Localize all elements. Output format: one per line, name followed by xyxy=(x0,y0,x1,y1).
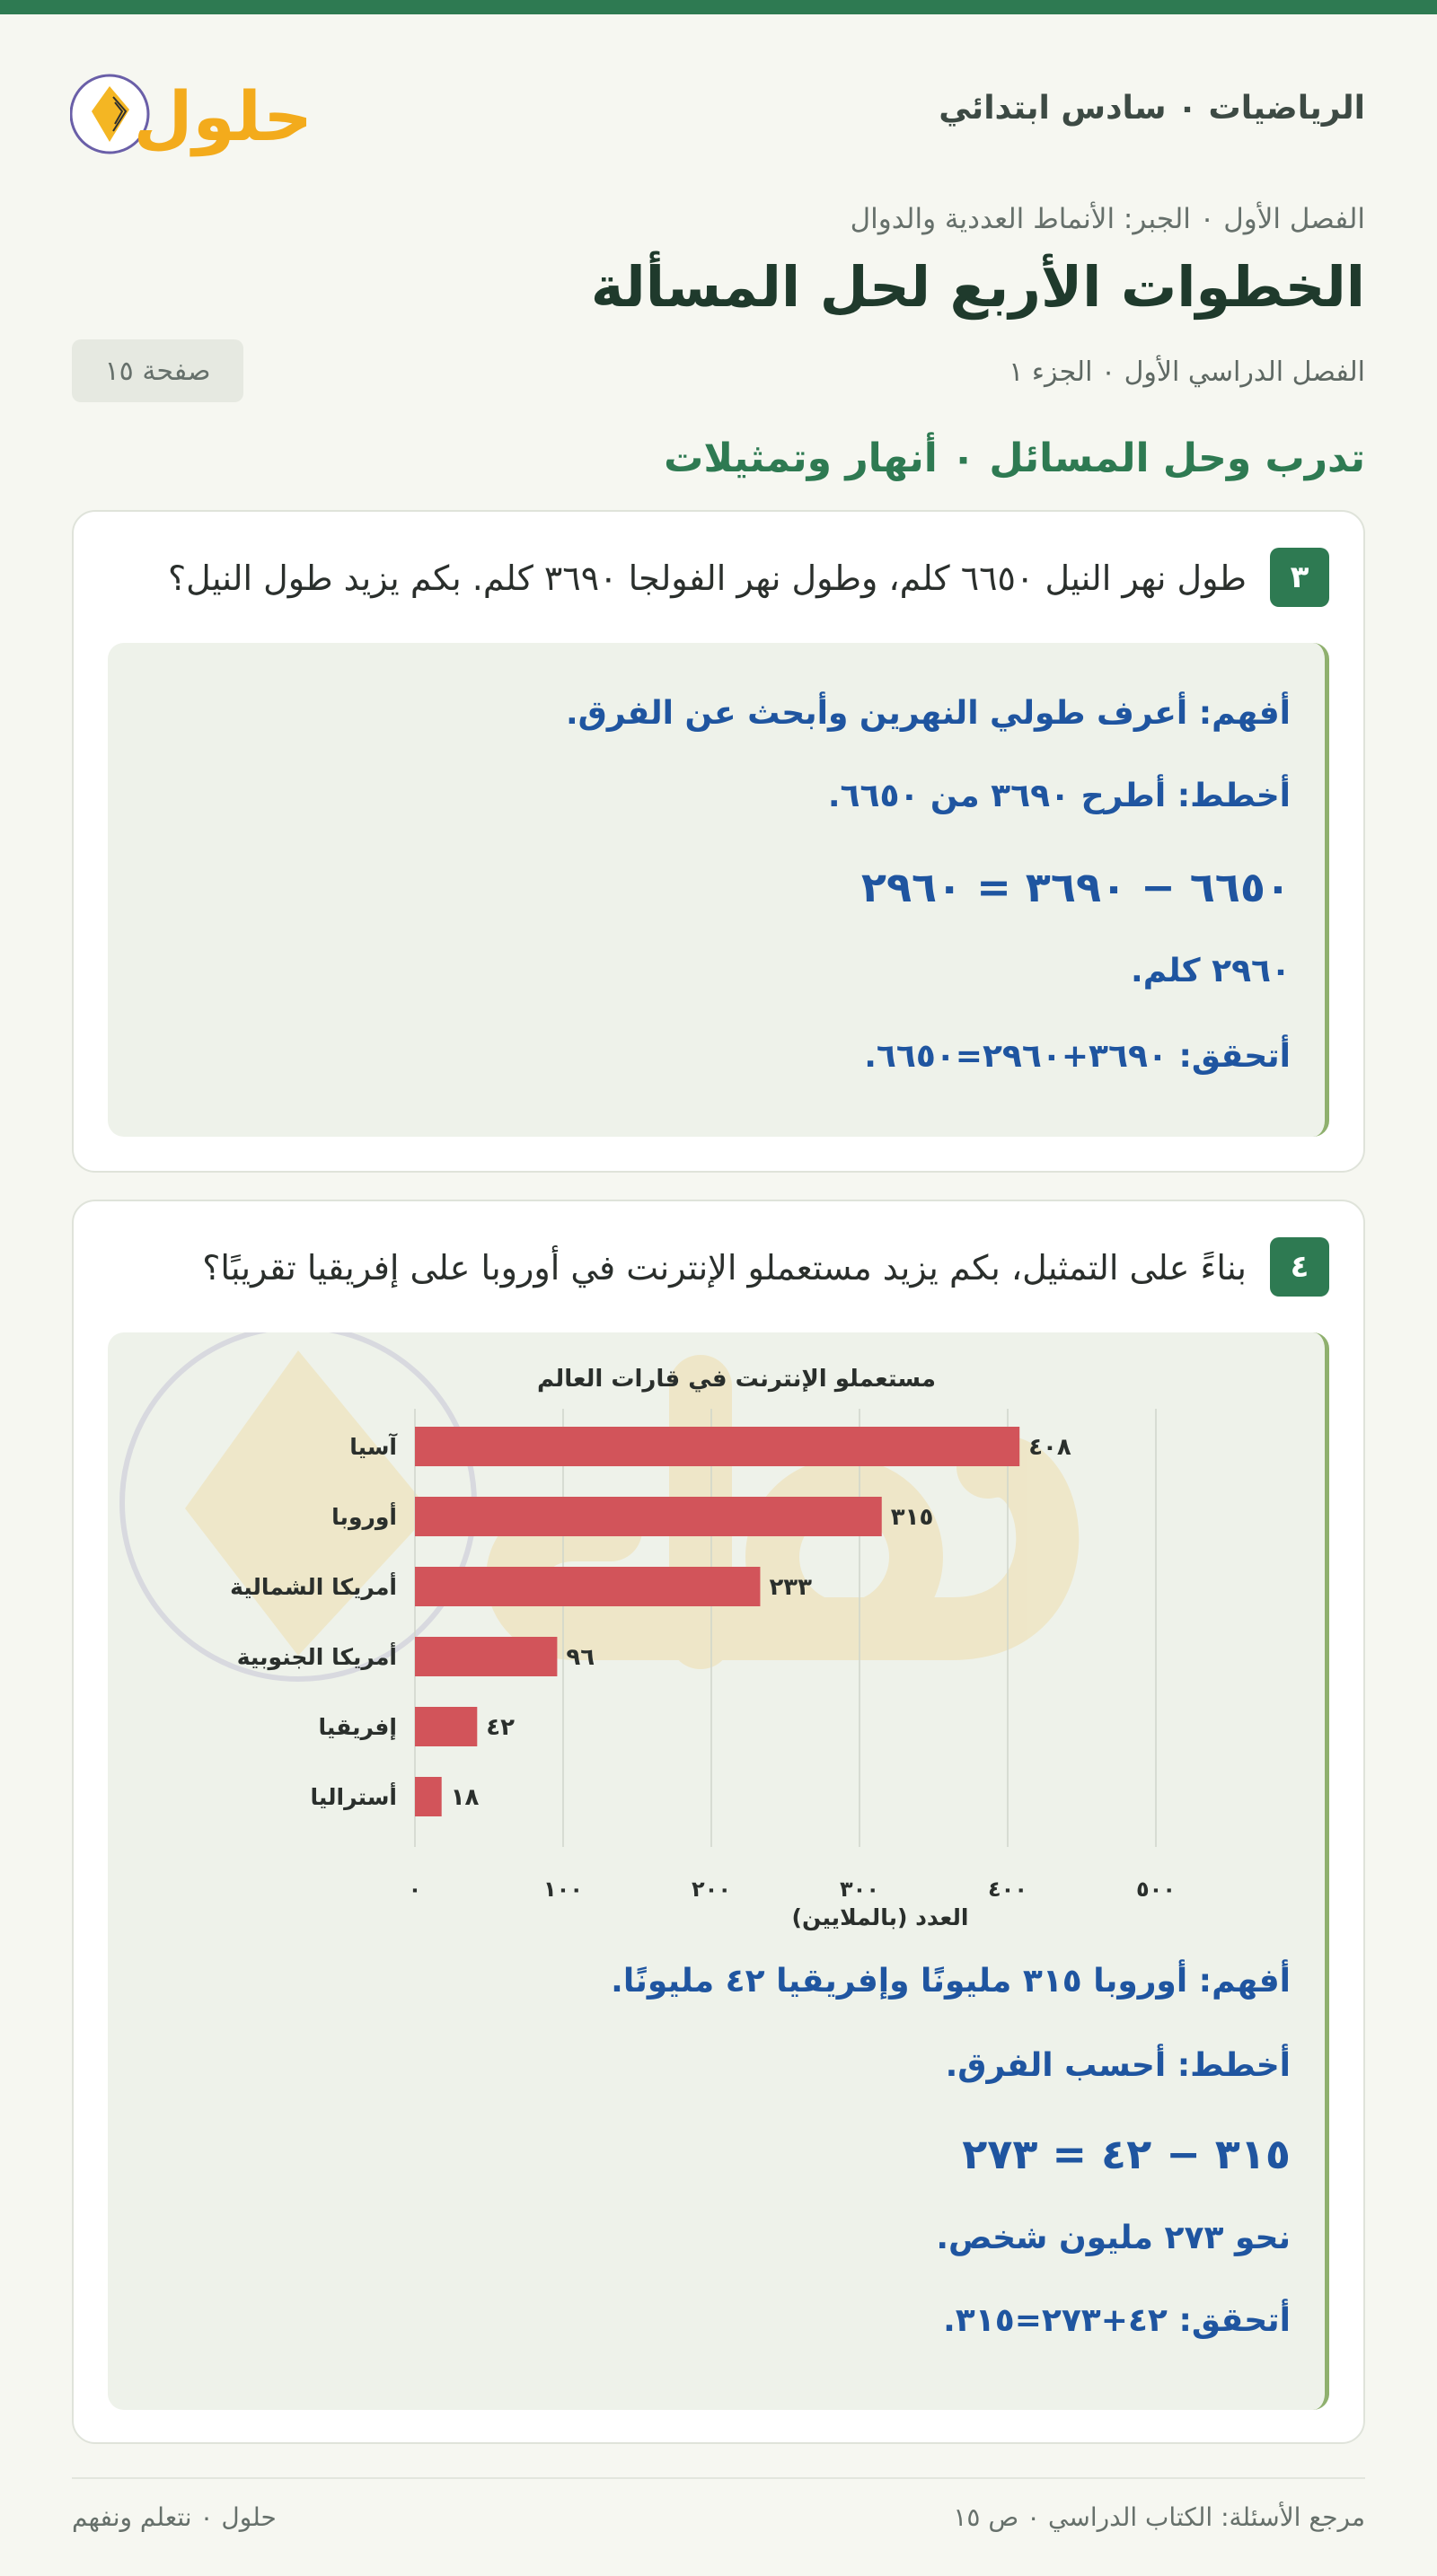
check-step: أتحقق: ٣٦٩٠+٢٩٦٠=٦٦٥٠. xyxy=(864,1038,1291,1075)
solve-equation: ٦٦٥٠ − ٣٦٩٠ = ٢٩٦٠ xyxy=(860,863,1291,911)
solution-box xyxy=(108,1332,1329,2410)
breadcrumb: الفصل الأول ۰ الجبر: الأنماط العددية والدوال xyxy=(850,203,1365,235)
question-card-4 xyxy=(72,1200,1365,2444)
page-title: الخطوات الأربع لحل المسألة xyxy=(590,254,1365,320)
category-label: آسيا xyxy=(349,1434,397,1460)
x-tick-label: ٠ xyxy=(408,1877,422,1902)
x-tick-label: ٣٠٠ xyxy=(840,1877,879,1902)
x-tick-label: ٤٠٠ xyxy=(988,1877,1027,1902)
bar xyxy=(415,1707,477,1746)
bar xyxy=(415,1567,760,1606)
bar-value-label: ٤٠٨ xyxy=(1028,1434,1071,1461)
x-axis-label: العدد (بالملايين) xyxy=(791,1904,969,1930)
internet-users-bar-chart xyxy=(108,1332,1291,1979)
bar xyxy=(415,1777,442,1816)
logo-text: حلول xyxy=(133,76,313,156)
answer-line: نحو ٢٧٣ مليون شخص. xyxy=(936,2220,1291,2256)
bar-value-label: ٤٢ xyxy=(486,1714,516,1741)
category-label: أستراليا xyxy=(310,1784,397,1810)
bar xyxy=(415,1427,1019,1466)
plan-step: أخطط: أحسب الفرق. xyxy=(945,2047,1291,2084)
footer-brand: حلول ۰ نتعلم ونفهم xyxy=(72,2502,277,2532)
question-text: بناءً على التمثيل، بكم يزيد مستعملو الإنترنت في أوروبا على إفريقيا تقريبًا؟ xyxy=(202,1248,1247,1288)
answer-line: ٢٩٦٠ كلم. xyxy=(1131,953,1291,989)
footer-reference: مرجع الأسئلة: الكتاب الدراسي ۰ ص ١٥ xyxy=(953,2502,1365,2532)
x-tick-label: ١٠٠ xyxy=(543,1877,583,1902)
top-accent-bar xyxy=(0,0,1437,14)
bar-value-label: ٢٣٣ xyxy=(769,1574,813,1601)
x-tick-label: ٢٠٠ xyxy=(692,1877,731,1902)
check-step: أتحقق: ٤٢+٢٧٣=٣١٥. xyxy=(943,2302,1291,2339)
bar-value-label: ٩٦ xyxy=(566,1644,595,1671)
bar xyxy=(415,1637,557,1676)
section-title: تدرب وحل المسائل ۰ أنهار وتمثيلات xyxy=(664,435,1365,481)
bar xyxy=(415,1497,882,1536)
category-label: أوروبا xyxy=(331,1504,397,1530)
page-number-badge: صفحة ١٥ xyxy=(72,339,243,402)
x-tick-label: ٥٠٠ xyxy=(1136,1877,1176,1902)
footer-divider xyxy=(72,2477,1365,2479)
holool-logo xyxy=(70,59,331,158)
category-label: إفريقيا xyxy=(318,1714,397,1740)
category-label: أمريكا الجنوبية xyxy=(236,1644,397,1670)
bar-value-label: ١٨ xyxy=(450,1784,480,1811)
plan-step: أخطط: أطرح ٣٦٩٠ من ٦٦٥٠. xyxy=(827,778,1291,814)
subject-label: الرياضيات ۰ سادس ابتدائي xyxy=(939,90,1365,127)
question-text: طول نهر النيل ٦٦٥٠ كلم، وطول نهر الفولجا ٣٦٩٠ كلم. بكم يزيد طول النيل؟ xyxy=(168,558,1247,598)
category-label: أمريكا الشمالية xyxy=(230,1574,397,1600)
understand-step: أفهم: أوروبا ٣١٥ مليونًا وإفريقيا ٤٢ مليونًا. xyxy=(611,1963,1291,2000)
solve-equation: ٣١٥ − ٤٢ = ٢٧٣ xyxy=(962,2130,1291,2178)
semester-label: الفصل الدراسي الأول ۰ الجزء ١ xyxy=(1009,356,1365,388)
solution-box xyxy=(108,643,1329,1137)
bar-value-label: ٣١٥ xyxy=(890,1504,934,1531)
question-card-3 xyxy=(72,510,1365,1173)
question-number: ٣ xyxy=(1270,548,1329,607)
understand-step: أفهم: أعرف طولي النهرين وأبحث عن الفرق. xyxy=(566,695,1291,732)
question-number: ٤ xyxy=(1270,1237,1329,1297)
chart-title: مستعملو الإنترنت في قارات العالم xyxy=(537,1366,936,1393)
